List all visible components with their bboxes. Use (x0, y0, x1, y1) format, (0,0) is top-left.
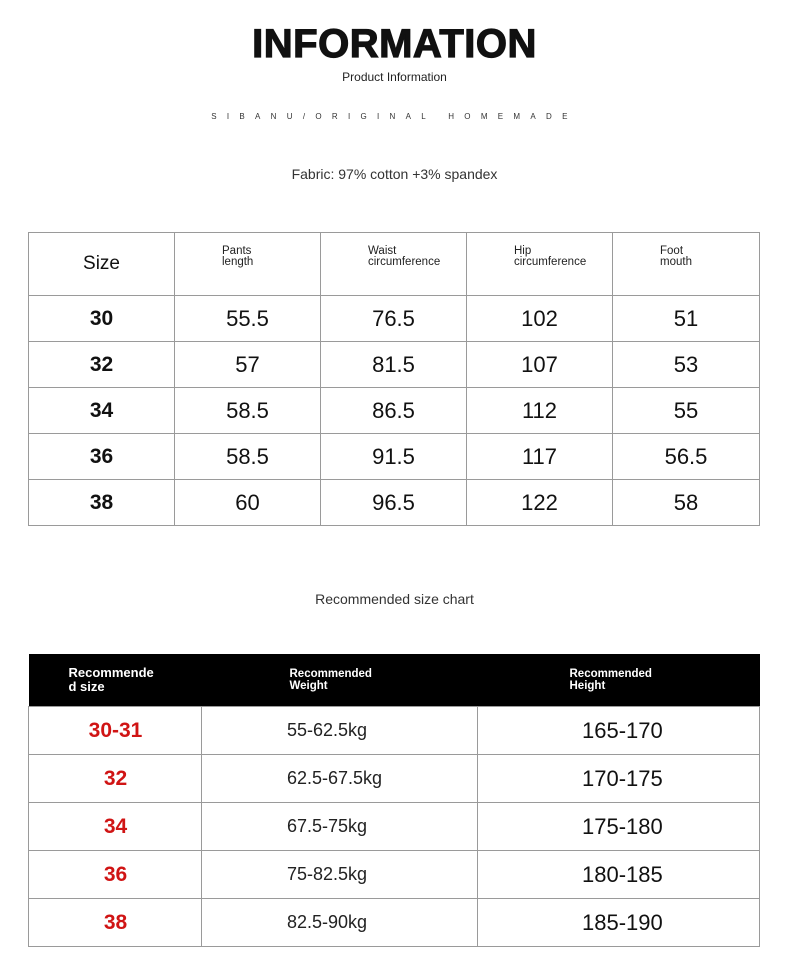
cell-recommended-weight: 82.5-90kg (202, 899, 478, 947)
cell-size: 34 (29, 388, 175, 434)
recommend-title: Recommended size chart (315, 591, 474, 607)
header-hip: Hip circumference (467, 233, 613, 296)
cell-recommended-height: 170-175 (478, 755, 760, 803)
size-table (28, 232, 760, 526)
table-row (29, 707, 760, 755)
cell-hip: 117 (467, 434, 613, 480)
cell-pants-length: 60 (175, 480, 321, 526)
cell-waist: 91.5 (321, 434, 467, 480)
cell-pants-length: 57 (175, 342, 321, 388)
cell-hip: 107 (467, 342, 613, 388)
size-table-header (29, 233, 760, 296)
cell-waist: 76.5 (321, 296, 467, 342)
table-row (29, 388, 760, 434)
table-row (29, 480, 760, 526)
header-recommended-size: Recommende d size (29, 654, 202, 707)
cell-size: 38 (29, 480, 175, 526)
table-row (29, 296, 760, 342)
cell-waist: 86.5 (321, 388, 467, 434)
cell-recommended-height: 180-185 (478, 851, 760, 899)
header-size: Size (29, 233, 175, 296)
cell-pants-length: 55.5 (175, 296, 321, 342)
cell-recommended-weight: 55-62.5kg (202, 707, 478, 755)
recommend-table (28, 654, 760, 947)
cell-size: 32 (29, 342, 175, 388)
cell-foot-mouth: 51 (613, 296, 760, 342)
cell-recommended-size: 30-31 (29, 707, 202, 755)
table-row (29, 899, 760, 947)
header-recommended-weight: Recommended Weight (202, 654, 478, 707)
header-foot-mouth: Foot mouth (613, 233, 760, 296)
cell-recommended-size: 38 (29, 899, 202, 947)
cell-hip: 112 (467, 388, 613, 434)
table-row (29, 434, 760, 480)
cell-foot-mouth: 53 (613, 342, 760, 388)
cell-recommended-size: 36 (29, 851, 202, 899)
cell-recommended-weight: 62.5-67.5kg (202, 755, 478, 803)
table-row (29, 851, 760, 899)
cell-recommended-weight: 67.5-75kg (202, 803, 478, 851)
cell-pants-length: 58.5 (175, 434, 321, 480)
cell-foot-mouth: 55 (613, 388, 760, 434)
cell-hip: 102 (467, 296, 613, 342)
cell-size: 30 (29, 296, 175, 342)
cell-recommended-height: 185-190 (478, 899, 760, 947)
cell-recommended-size: 34 (29, 803, 202, 851)
recommend-table-header (29, 654, 760, 707)
table-row (29, 803, 760, 851)
cell-recommended-weight: 75-82.5kg (202, 851, 478, 899)
page-subtitle: Product Information (342, 70, 447, 84)
header-waist: Waist circumference (321, 233, 467, 296)
brand-line: SIBANU/ORIGINAL HOMEMADE (211, 112, 578, 121)
cell-recommended-size: 32 (29, 755, 202, 803)
fabric-composition: Fabric: 97% cotton +3% spandex (291, 166, 498, 182)
cell-recommended-height: 165-170 (478, 707, 760, 755)
cell-foot-mouth: 56.5 (613, 434, 760, 480)
cell-recommended-height: 175-180 (478, 803, 760, 851)
cell-hip: 122 (467, 480, 613, 526)
header-recommended-height: Recommended Height (478, 654, 760, 707)
page-title: INFORMATION (252, 22, 537, 66)
cell-waist: 96.5 (321, 480, 467, 526)
cell-size: 36 (29, 434, 175, 480)
header-pants-length: Pants length (175, 233, 321, 296)
cell-foot-mouth: 58 (613, 480, 760, 526)
table-row (29, 342, 760, 388)
table-row (29, 755, 760, 803)
cell-waist: 81.5 (321, 342, 467, 388)
cell-pants-length: 58.5 (175, 388, 321, 434)
